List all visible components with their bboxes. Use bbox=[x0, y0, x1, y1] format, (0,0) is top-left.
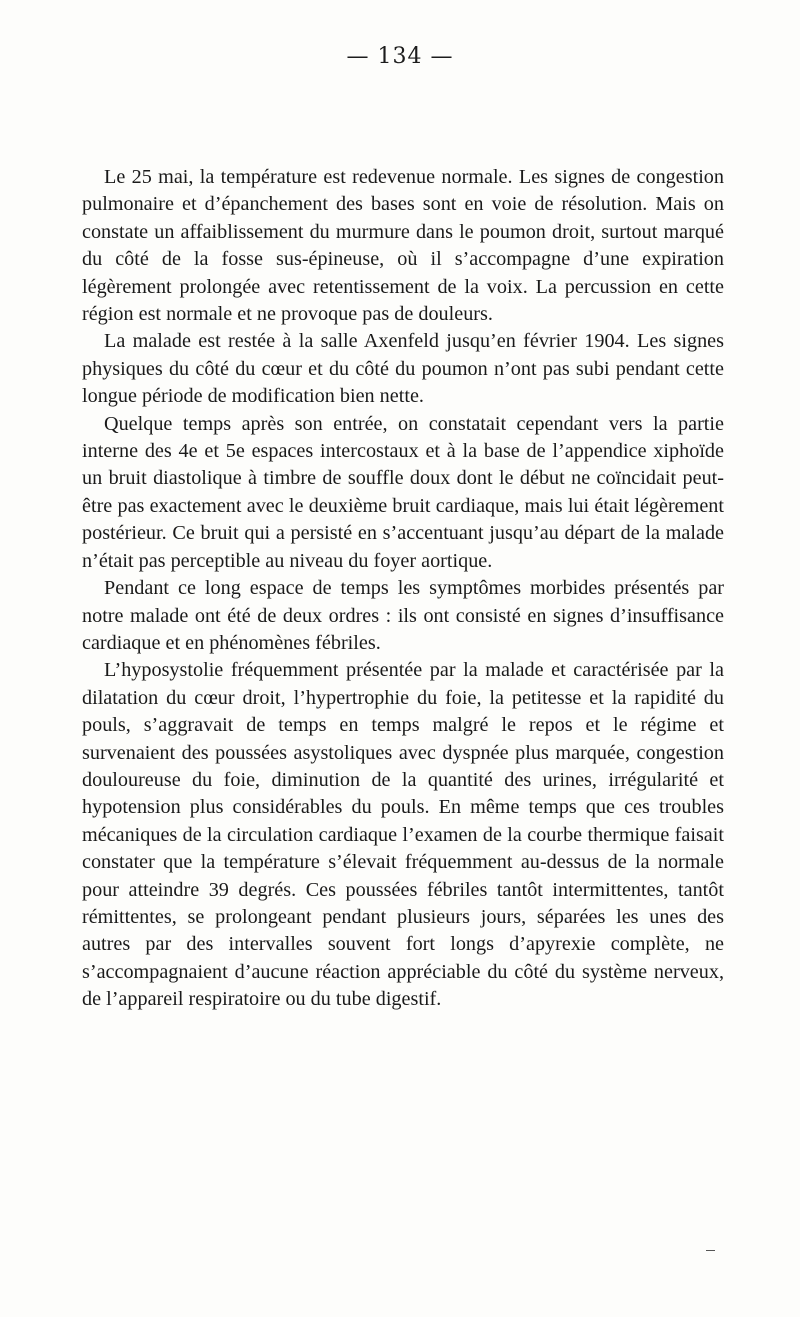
page-number: — 134 — bbox=[346, 44, 454, 69]
stray-print-mark bbox=[706, 1250, 715, 1251]
paragraph: Quelque temps après son entrée, on constatait cependant vers la partie interne des 4e et 5e espaces intercostaux et à la base de l’appendice xiphoïde un bruit diastolique à timbre de souffle doux dont le début ne coïncidait peut-être pas exactement avec le deuxième bruit cardiaque, mais lui était légèrement postérieur. Ce bruit qui a persisté en s’accentuant jusqu’au départ de la malade n’était pas perceptible au niveau du foyer aortique. bbox=[82, 412, 724, 572]
paragraph: Pendant ce long espace de temps les symptômes morbides présentés par notre malade ont été de deux ordres : ils ont consisté en signes d’insuffisance cardiaque et en phénomènes fébriles. bbox=[82, 577, 724, 654]
paragraph: L’hyposystolie fréquemment présentée par la malade et caractérisée par la dilatation du cœur droit, l’hypertrophie du foie, la petitesse et la rapidité du pouls, s’aggravait de temps en temps malgré le repos et le régime et survenaient des poussées asystoliques avec dyspnée plus marquée, congestion douloureuse du foie, diminution de la quantité des urines, irrégularité et hypotension plus considérables du pouls. En même temps que ces troubles mécaniques de la circulation cardiaque l’examen de la courbe thermique faisait constater que la température s’élevait fréquemment au-dessus de la normale pour atteindre 39 degrés. Ces poussées fébriles tantôt intermittentes, tantôt rémittentes, se prolongeant pendant plusieurs jours, séparées les unes des autres par des intervalles souvent fort longs d’apyrexie complète, ne s’accompagnaient d’aucune réaction appréciable du côté du système nerveux, de l’appareil respiratoire ou du tube digestif. bbox=[82, 659, 724, 1011]
body-text bbox=[82, 164, 724, 1014]
paragraph: Le 25 mai, la température est redevenue normale. Les signes de congestion pulmonaire et d’épanchement des bases sont en voie de résolution. Mais on constate un affaiblissement du murmure dans le poumon droit, surtout marqué du côté de la fosse sus-épineuse, où il s’accompagne d’une expiration légèrement prolongée avec retentissement de la voix. La percussion en cette région est normale et ne provoque pas de douleurs. bbox=[82, 166, 724, 326]
paragraph: La malade est restée à la salle Axenfeld jusqu’en février 1904. Les signes physiques du côté du cœur et du côté du poumon n’ont pas subi pendant cette longue période de modification bien nette. bbox=[82, 330, 724, 408]
